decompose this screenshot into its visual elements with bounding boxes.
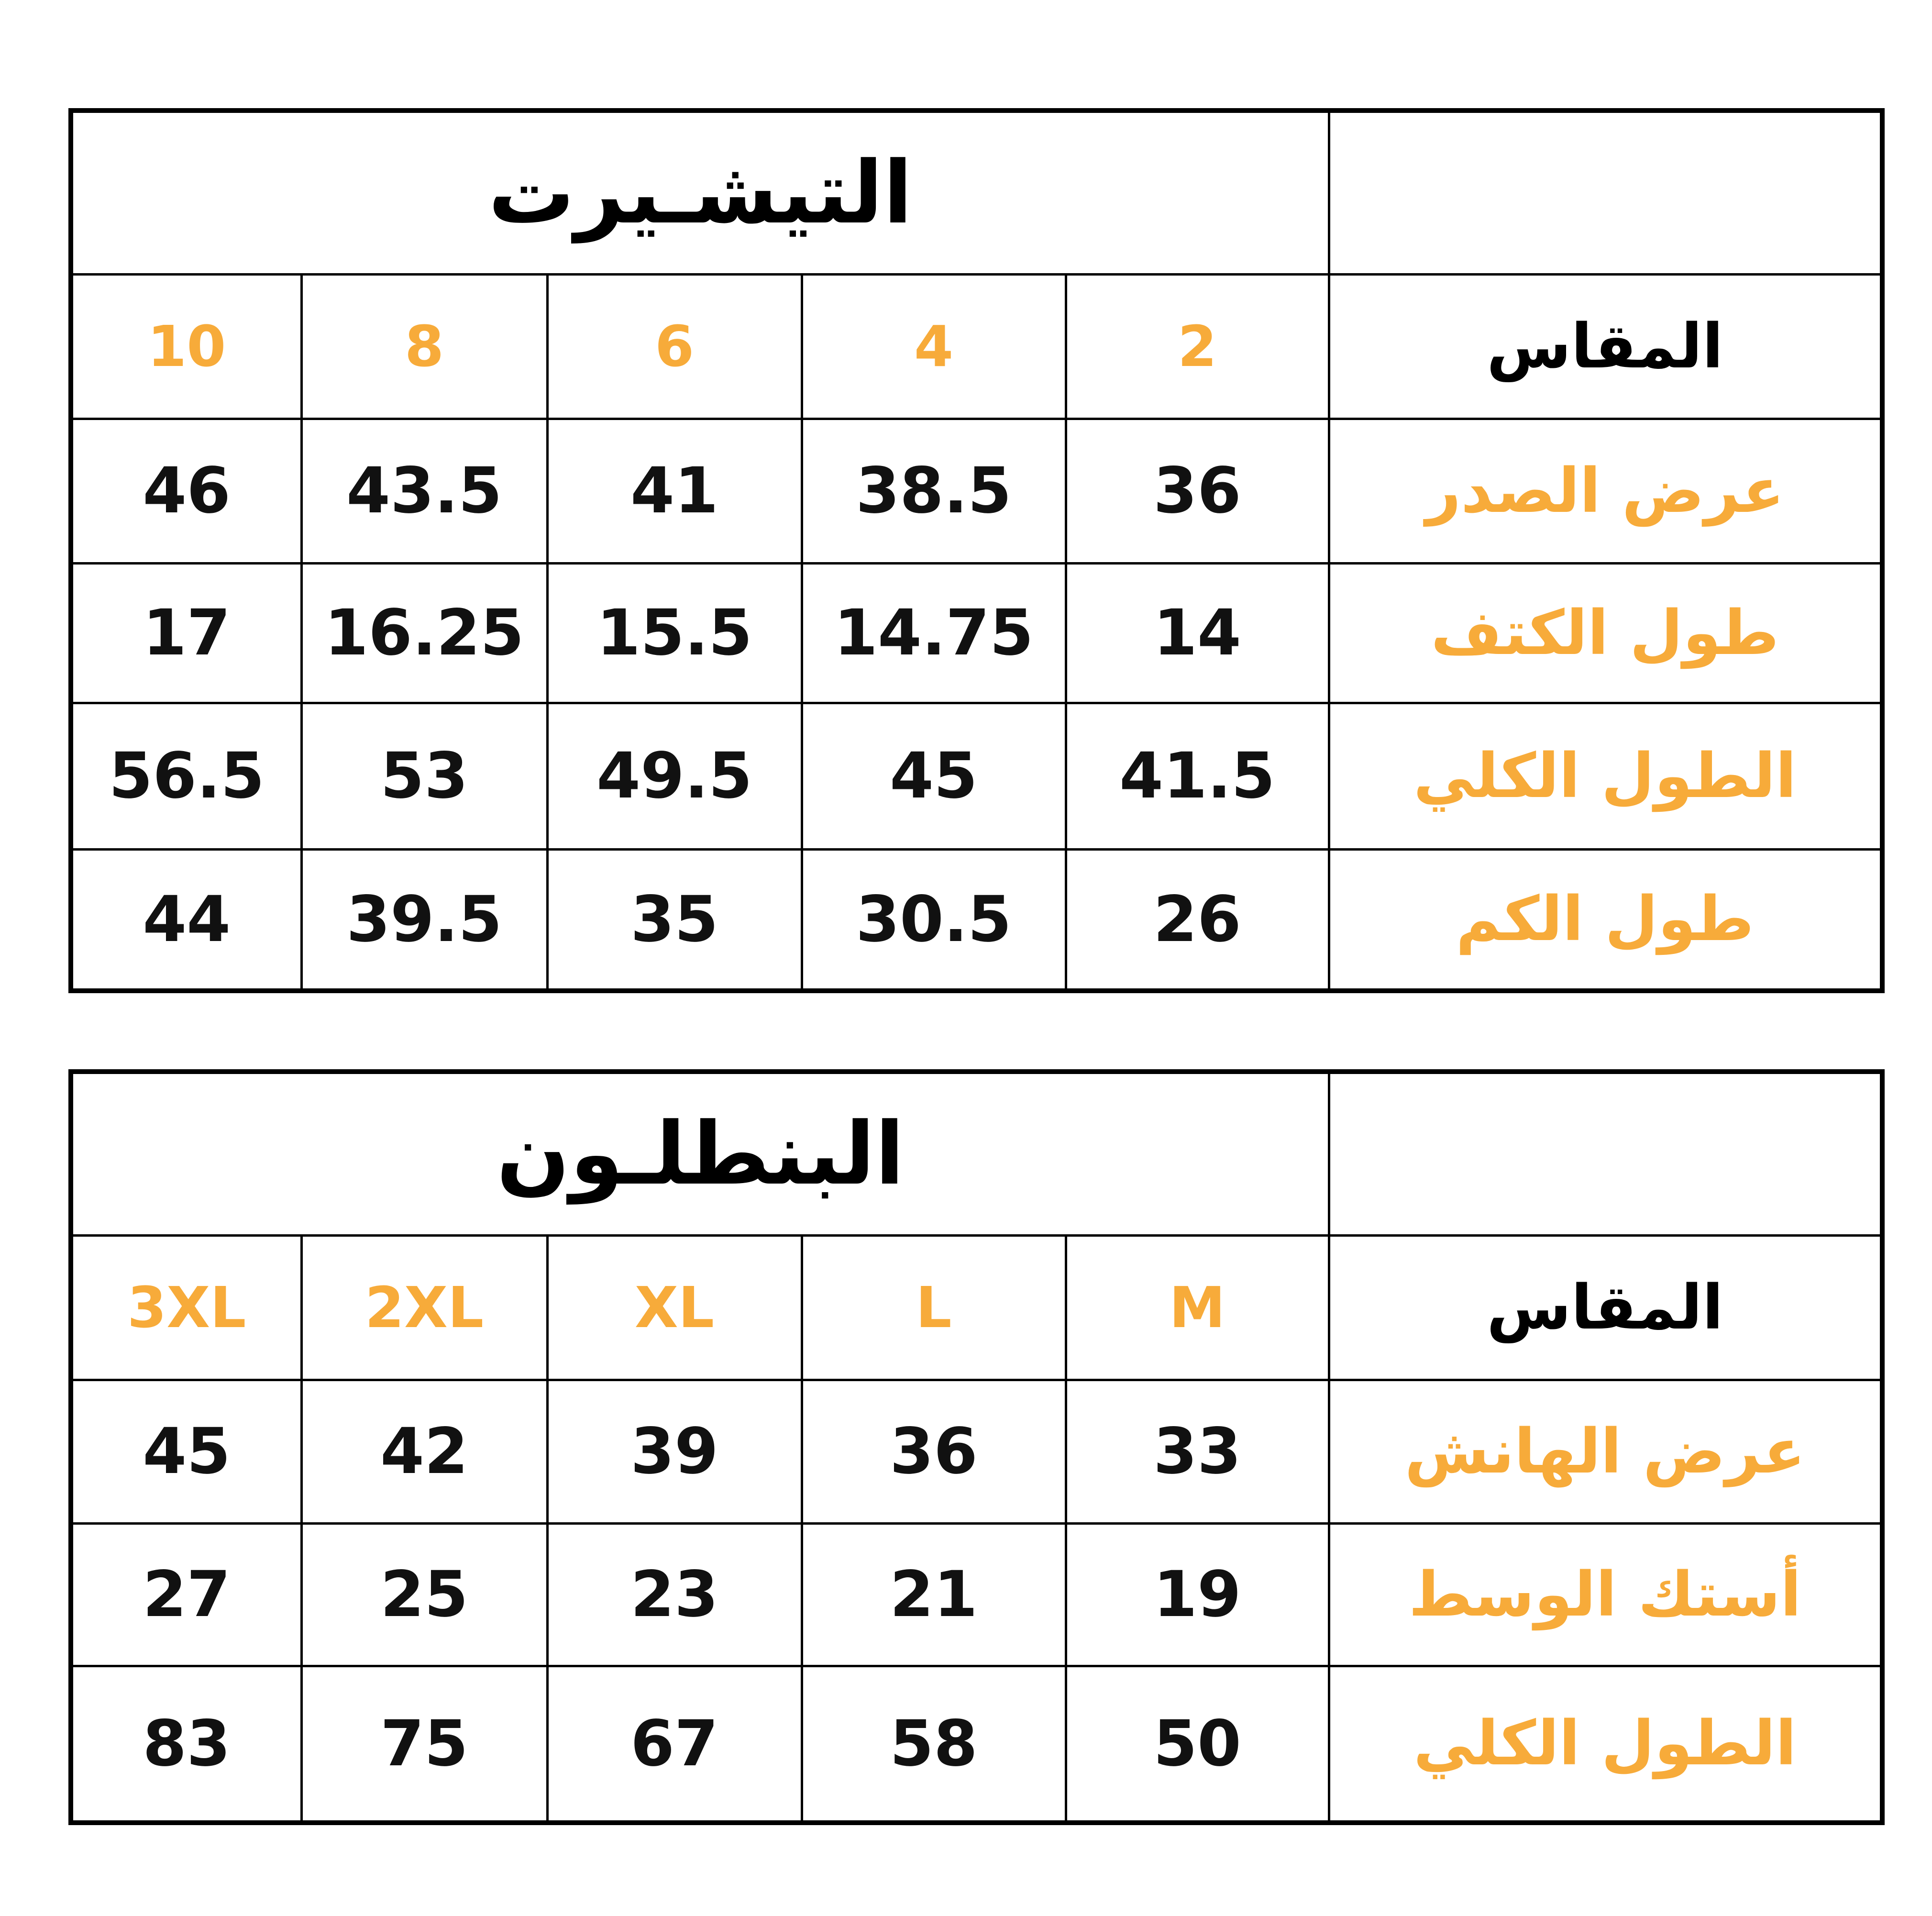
row-label-shoulder-length: طول الكتف — [1329, 563, 1882, 703]
row-label-total-length: الطول الكلي — [1329, 1666, 1882, 1823]
table-cell: 14.75 — [802, 563, 1066, 703]
table-cell: 35 — [547, 849, 802, 991]
tshirt-size-table — [68, 108, 1885, 993]
table-cell: 19 — [1066, 1523, 1329, 1666]
table-cell: 39 — [547, 1380, 802, 1523]
tshirt-size-label: المقاس — [1329, 274, 1882, 419]
table-cell: 46 — [71, 419, 301, 563]
table-cell: 17 — [71, 563, 301, 703]
table-cell: 36 — [1066, 419, 1329, 563]
pants-size-2xl: 2XL — [301, 1235, 547, 1380]
pants-title-row — [71, 1072, 1882, 1235]
table-cell: 23 — [547, 1523, 802, 1666]
table-cell: 44 — [71, 849, 301, 991]
pants-size-3xl: 3XL — [71, 1235, 301, 1380]
table-cell: 16.25 — [301, 563, 547, 703]
pants-size-l: L — [802, 1235, 1066, 1380]
table-cell: 39.5 — [301, 849, 547, 991]
table-cell: 33 — [1066, 1380, 1329, 1523]
table-row — [71, 1523, 1882, 1666]
table-cell: 21 — [802, 1523, 1066, 1666]
tshirt-size-8: 8 — [301, 274, 547, 419]
table-cell: 49.5 — [547, 703, 802, 849]
table-cell: 41.5 — [1066, 703, 1329, 849]
pants-size-header-row — [71, 1235, 1882, 1380]
row-label-total-length: الطول الكلي — [1329, 703, 1882, 849]
table-row — [71, 1380, 1882, 1523]
table-cell: 36 — [802, 1380, 1066, 1523]
table-cell: 83 — [71, 1666, 301, 1823]
pants-title: البنطلـون — [71, 1072, 1329, 1235]
pants-size-m: M — [1066, 1235, 1329, 1380]
tshirt-size-2: 2 — [1066, 274, 1329, 419]
table-cell: 58 — [802, 1666, 1066, 1823]
row-label-hip-width: عرض الهانش — [1329, 1380, 1882, 1523]
table-row — [71, 419, 1882, 563]
table-cell: 38.5 — [802, 419, 1066, 563]
table-cell: 45 — [71, 1380, 301, 1523]
table-cell: 14 — [1066, 563, 1329, 703]
table-cell: 53 — [301, 703, 547, 849]
table-cell: 43.5 — [301, 419, 547, 563]
table-cell: 30.5 — [802, 849, 1066, 991]
tshirt-title-row — [71, 111, 1882, 274]
table-cell: 27 — [71, 1523, 301, 1666]
table-cell: 50 — [1066, 1666, 1329, 1823]
tshirt-title: التيشـيرت — [71, 111, 1329, 274]
table-cell: 15.5 — [547, 563, 802, 703]
pants-title-blank-cell — [1329, 1072, 1882, 1235]
table-cell: 42 — [301, 1380, 547, 1523]
table-row — [71, 1666, 1882, 1823]
table-cell: 25 — [301, 1523, 547, 1666]
table-row — [71, 849, 1882, 991]
table-row — [71, 563, 1882, 703]
table-cell: 67 — [547, 1666, 802, 1823]
tshirt-size-10: 10 — [71, 274, 301, 419]
pants-size-table — [68, 1069, 1885, 1825]
table-cell: 56.5 — [71, 703, 301, 849]
tshirt-size-6: 6 — [547, 274, 802, 419]
pants-size-xl: XL — [547, 1235, 802, 1380]
table-cell: 45 — [802, 703, 1066, 849]
table-row — [71, 703, 1882, 849]
pants-size-label: المقاس — [1329, 1235, 1882, 1380]
table-cell: 26 — [1066, 849, 1329, 991]
tshirt-title-blank-cell — [1329, 111, 1882, 274]
table-cell: 75 — [301, 1666, 547, 1823]
row-label-waist-elastic: أستك الوسط — [1329, 1523, 1882, 1666]
tshirt-size-header-row — [71, 274, 1882, 419]
tshirt-size-4: 4 — [802, 274, 1066, 419]
row-label-sleeve-length: طول الكم — [1329, 849, 1882, 991]
row-label-chest-width: عرض الصدر — [1329, 419, 1882, 563]
table-cell: 41 — [547, 419, 802, 563]
